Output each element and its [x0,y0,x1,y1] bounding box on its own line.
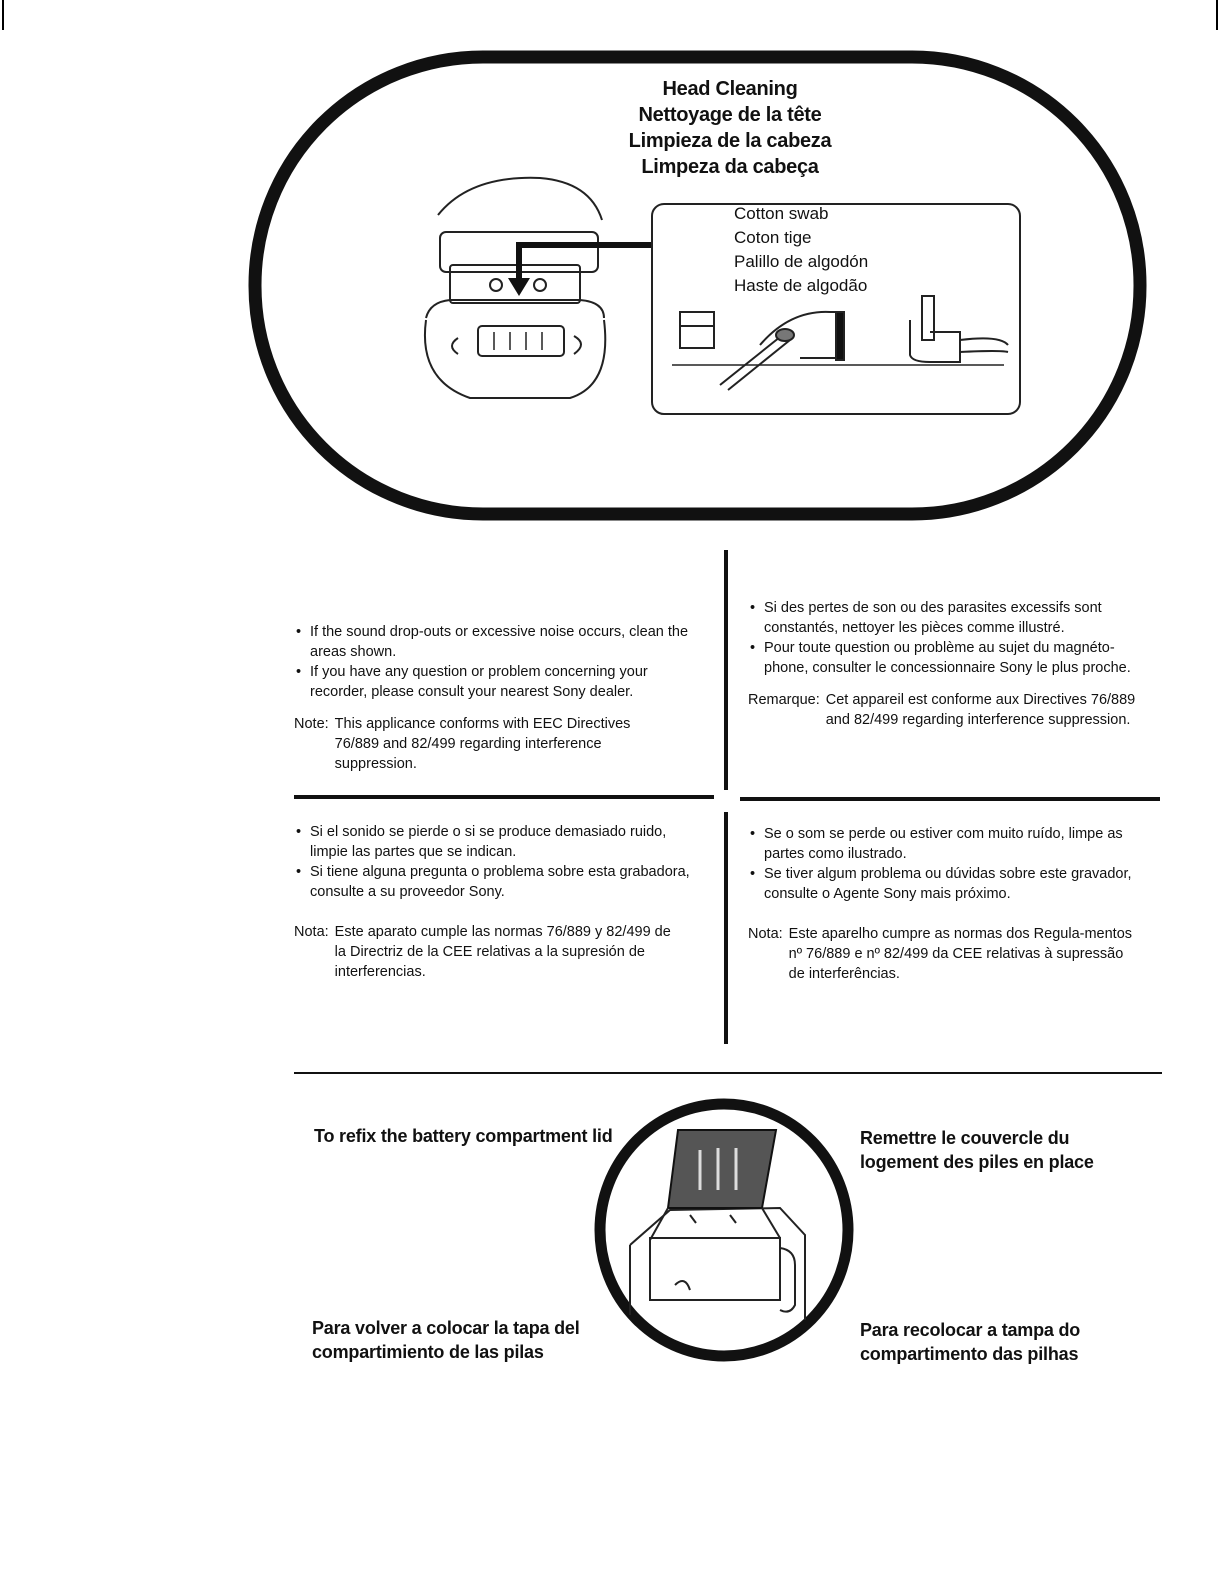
section-portuguese [748,824,1162,984]
title-spanish: Limpieza de la cabeza [628,130,832,152]
english-bullet-1: • If the sound drop-outs or excessive noise occurs, clean the areas shown. [294,622,706,662]
cotton-swab-labels [734,202,868,298]
swab-label-french: Coton tige [734,228,812,247]
section-rule [294,1072,1162,1074]
spanish-note [294,922,708,982]
portuguese-bullet-1: • Se o som se perde ou estiver com muito ruído, limpe as partes como ilustrado. [748,824,1162,864]
english-note [294,714,706,774]
english-note-text: This applicance conforms with EEC Directives 76/889 and 82/499 regarding interference suppression. [334,716,631,772]
section-spanish [294,822,708,982]
arrow-shaft [516,242,522,282]
battery-lid-drawing [650,1130,780,1240]
battery-lid-illustration [590,1090,860,1370]
english-bullet-2: • If you have any question or problem concerning your recorder, please consult your nearest Sony dealer. [294,662,706,702]
spanish-bullet-2: • Si tiene alguna pregunta o problema sobre esta grabadora, consulte a su proveedor Sony. [294,862,708,902]
section-french [748,598,1158,730]
spanish-note-label: Nota: [294,924,329,940]
connector-line [518,242,652,248]
battery-heading-portuguese: Para recolocar a tampa do compartimento das pilhas [860,1320,1081,1364]
portuguese-note [748,924,1162,984]
french-bullet-2: • Pour toute question ou problème au sujet du magnéto-phone, consulter le concessionnaire Sony le plus proche. [748,638,1158,678]
english-note-label: Note: [294,716,329,732]
down-arrow-icon [508,278,530,296]
swab-label-english: Cotton swab [734,204,829,223]
battery-heading-french: Remettre le couvercle du logement des piles en place [860,1128,1094,1172]
swab-label-portuguese: Haste de algodão [734,276,868,295]
portuguese-bullet-2: • Se tiver algum problema ou dúvidas sobre este gravador, consulte o Agente Sony mais próximo. [748,864,1162,904]
portuguese-note-text: Este aparelho cumpre as normas dos Regula-mentos nº 76/889 e nº 82/499 da CEE relativas à supressão de interferências. [788,926,1133,982]
french-note-label: Remarque: [748,692,820,708]
column-divider-bottom [724,812,728,1044]
portuguese-note-label: Nota: [748,926,783,942]
battery-compartment-drawing [630,1208,805,1320]
swab-label-spanish: Palillo de algodón [734,252,869,271]
battery-heading-spanish: Para volver a colocar la tapa del compartimiento de las pilas [312,1318,580,1362]
separator-left [294,795,714,799]
french-bullet-1: • Si des pertes de son ou des parasites excessifs sont constantés, nettoyer les pièces comme illustré. [748,598,1158,638]
cleaning-detail-drawing [672,296,1008,390]
title-english: Head Cleaning [662,78,798,100]
column-divider-top [724,550,728,790]
spanish-note-text: Este aparato cumple las normas 76/889 y 82/499 de la Directriz de la CEE relativas a la supresión de interferencias. [334,924,671,980]
french-note [748,690,1158,730]
head-cleaning-title-block [600,76,860,180]
separator-right [740,797,1160,801]
title-portuguese: Limpeza da cabeça [641,156,819,178]
french-note-text: Cet appareil est conforme aux Directives 76/889 and 82/499 regarding interference suppression. [825,692,1136,728]
spanish-bullet-1: • Si el sonido se pierde o si se produce demasiado ruido, limpie las partes que se indican. [294,822,708,862]
title-french: Nettoyage de la tête [638,104,822,126]
section-english [294,622,706,774]
battery-heading-english: To refix the battery compartment lid [314,1126,613,1146]
